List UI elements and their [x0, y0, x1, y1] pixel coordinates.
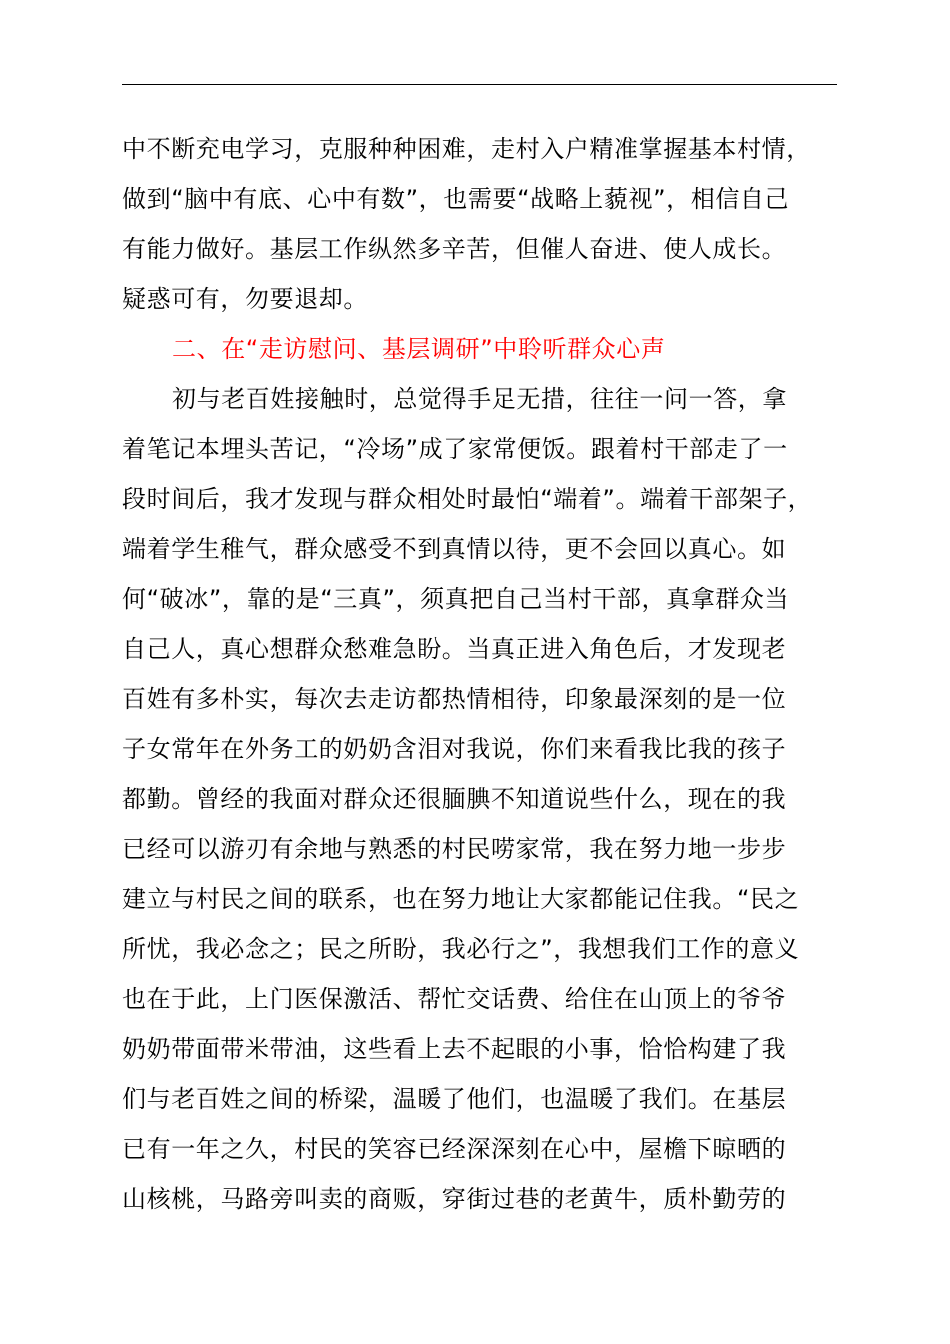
paragraph-line: 们与老百姓之间的桥梁，温暖了他们，也温暖了我们。在基层 — [122, 1085, 787, 1113]
paragraph-line: 山核桃，马路旁叫卖的商贩，穿街过巷的老黄牛，质朴勤劳的 — [122, 1185, 787, 1213]
paragraph-line: 已有一年之久，村民的笑容已经深深刻在心中，屋檐下晾晒的 — [122, 1135, 787, 1163]
paragraph-line: 奶奶带面带米带油，这些看上去不起眼的小事，恰恰构建了我 — [122, 1035, 787, 1063]
paragraph-line: 自己人，真心想群众愁难急盼。当真正进入角色后，才发现老 — [122, 635, 787, 663]
section-heading: 二、在“走访慰问、基层调研”中聆听群众心声 — [172, 335, 666, 363]
paragraph-line: 建立与村民之间的联系，也在努力地让大家都能记住我。“民之 — [122, 885, 800, 913]
paragraph-line: 子女常年在外务工的奶奶含泪对我说，你们来看我比我的孩子 — [122, 735, 787, 763]
paragraph-line: 段时间后，我才发现与群众相处时最怕“端着”。端着干部架子， — [122, 485, 813, 513]
paragraph-line: 有能力做好。基层工作纵然多辛苦，但催人奋进、使人成长。 — [122, 235, 787, 263]
paragraph-line: 端着学生稚气，群众感受不到真情以待，更不会回以真心。如 — [122, 535, 787, 563]
paragraph-line: 已经可以游刃有余地与熟悉的村民唠家常，我在努力地一步步 — [122, 835, 787, 863]
header-rule — [122, 84, 837, 85]
paragraph-line: 初与老百姓接触时，总觉得手足无措，往往一问一答，拿 — [172, 385, 787, 413]
paragraph-line: 都勤。曾经的我面对群众还很腼腆不知道说些什么，现在的我 — [122, 785, 787, 813]
document-body — [122, 124, 862, 1224]
paragraph-line: 着笔记本埋头苦记，“冷场”成了家常便饭。跟着村干部走了一 — [122, 435, 788, 463]
paragraph-line: 疑惑可有，勿要退却。 — [122, 285, 368, 313]
paragraph-line: 也在于此，上门医保激活、帮忙交话费、给住在山顶上的爷爷 — [122, 985, 787, 1013]
paragraph-line: 何“破冰”，靠的是“三真”，须真把自己当村干部，真拿群众当 — [122, 585, 790, 613]
paragraph-line: 所忧，我必念之；民之所盼，我必行之”，我想我们工作的意义 — [122, 935, 800, 963]
paragraph-line: 做到“脑中有底、心中有数”，也需要“战略上藐视”，相信自己 — [122, 185, 790, 213]
paragraph-line: 百姓有多朴实，每次去走访都热情相待，印象最深刻的是一位 — [122, 685, 787, 713]
paragraph-line: 中不断充电学习，克服种种困难，走村入户精准掌握基本村情， — [122, 135, 811, 163]
